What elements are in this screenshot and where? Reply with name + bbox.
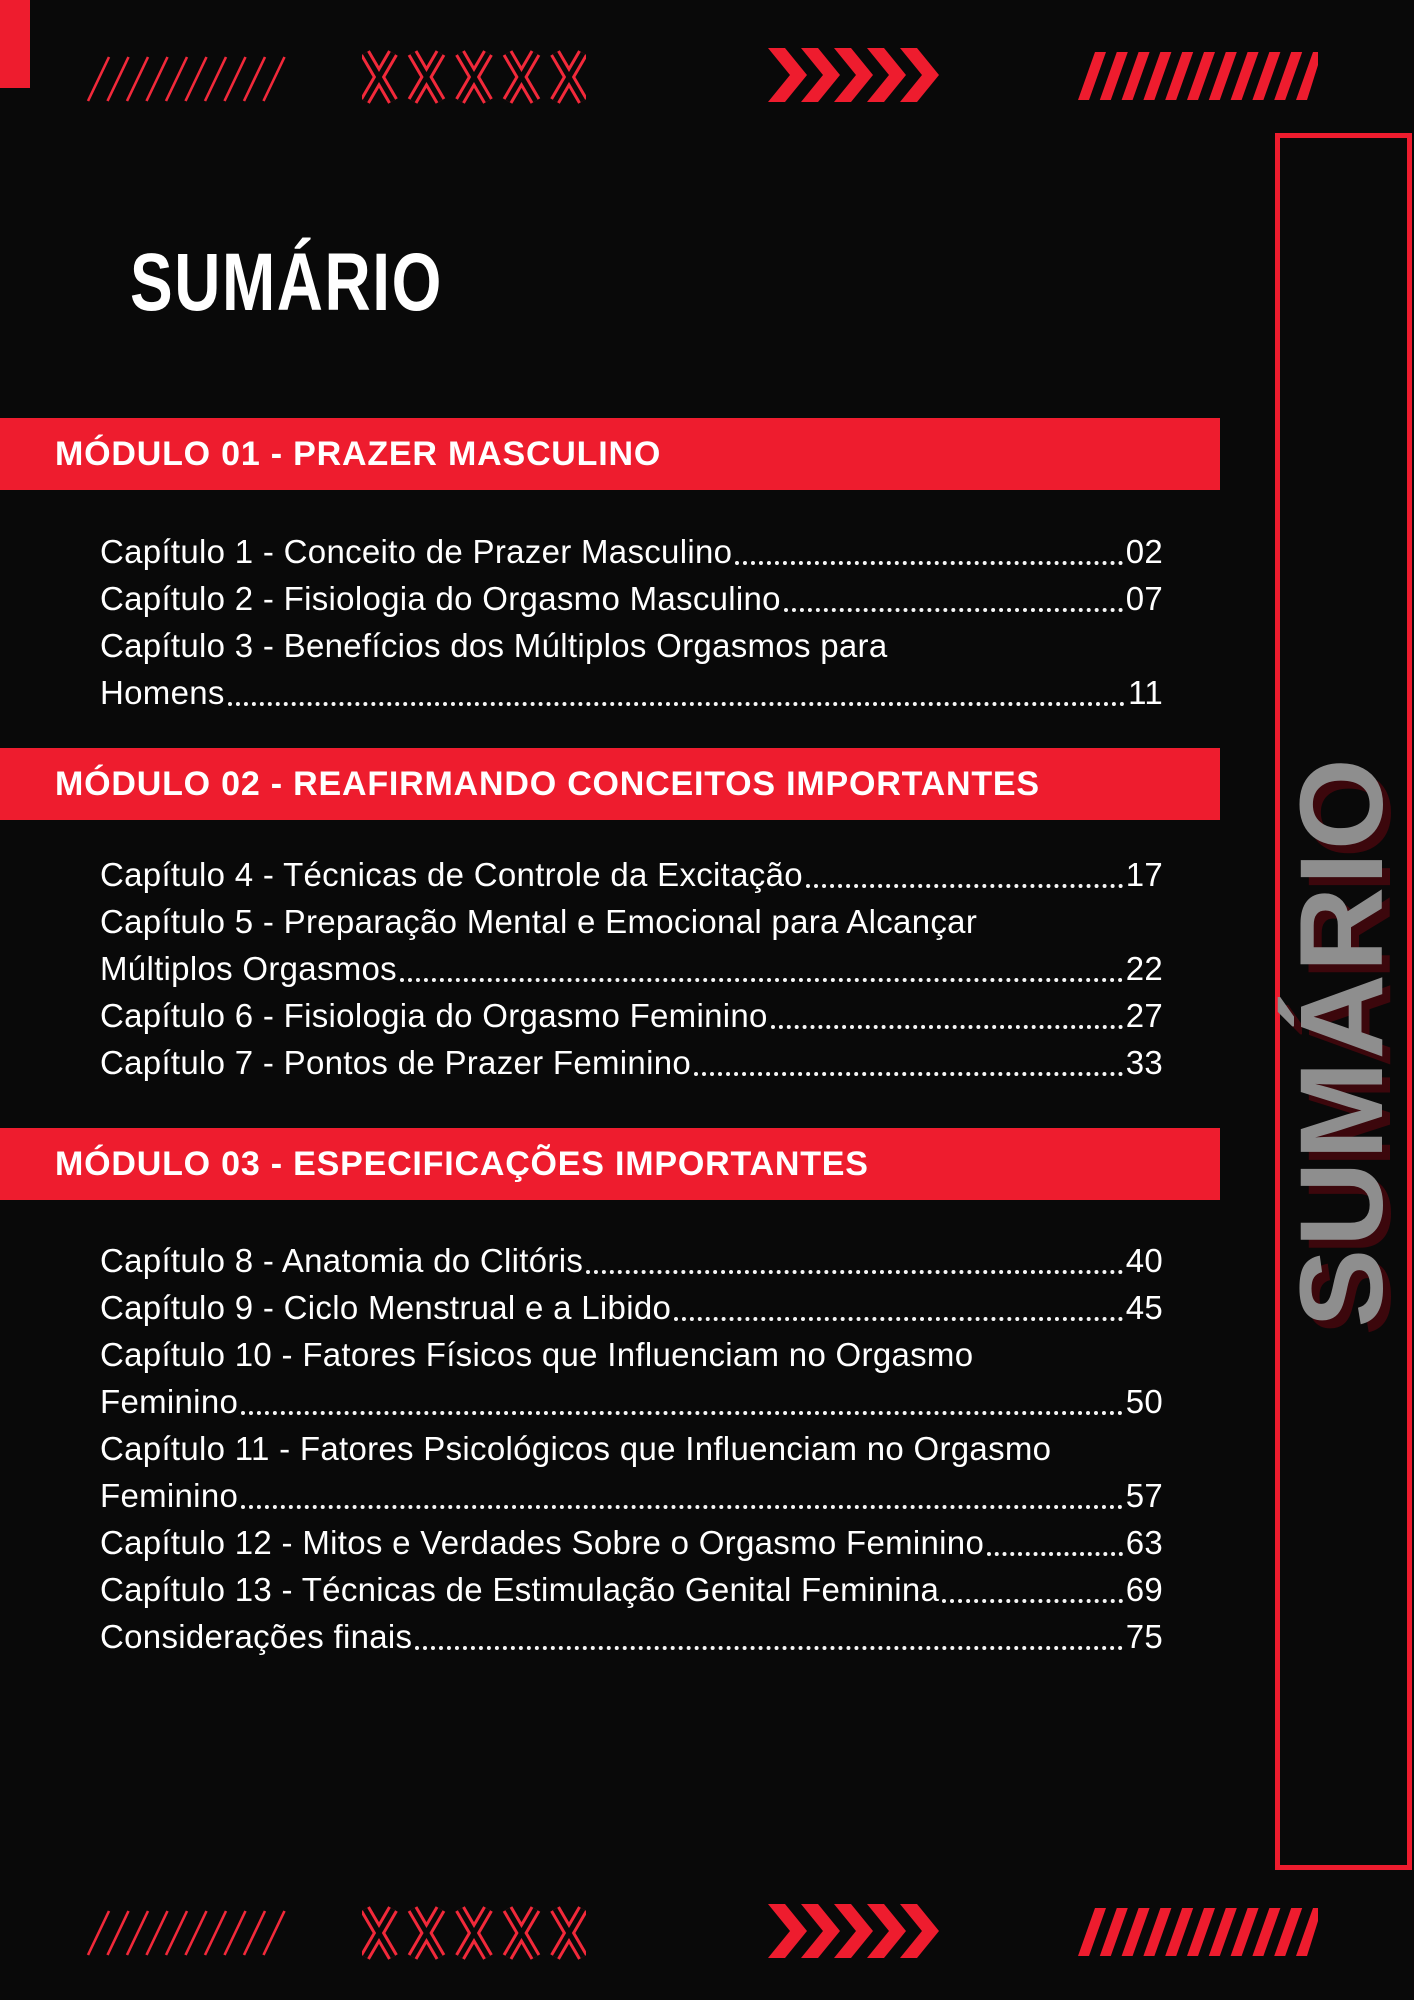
toc-entry-text: Capítulo 5 - Preparação Mental e Emocional para Alcançar <box>100 903 978 940</box>
page-title: SUMÁRIO <box>130 237 443 328</box>
module-section-01 <box>0 418 1414 716</box>
diagonal-stripes-icon <box>1078 52 1318 100</box>
toc-entry-text: Homens <box>100 674 225 711</box>
module-header-bar <box>0 418 1220 490</box>
diagonal-slash-lines-icon <box>84 56 286 102</box>
toc-entry-text: Capítulo 7 - Pontos de Prazer Feminino <box>100 1044 692 1081</box>
module-toc-rows <box>100 528 1163 716</box>
toc-entry-text: Capítulo 1 - Conceito de Prazer Masculino <box>100 533 733 570</box>
dotted-leader <box>415 1613 1122 1650</box>
module-section-02 <box>0 748 1414 1086</box>
toc-entry-text: Capítulo 11 - Fatores Psicológicos que Influenciam no Orgasmo <box>100 1430 1052 1467</box>
toc-row <box>100 851 1163 898</box>
toc-entry-text: Capítulo 2 - Fisiologia do Orgasmo Masculino <box>100 580 781 617</box>
toc-row <box>100 1039 1163 1086</box>
chevron-arrows-icon <box>768 1904 940 1958</box>
toc-page-number: 50 <box>1125 1383 1163 1420</box>
toc-entry-text: Feminino <box>100 1477 239 1514</box>
toc-page-number: 02 <box>1125 533 1163 570</box>
dotted-leader <box>735 528 1122 565</box>
dotted-leader <box>771 992 1123 1029</box>
module-toc-rows <box>100 1237 1163 1660</box>
toc-row <box>100 575 1163 622</box>
toc-entry-text: Múltiplos Orgasmos <box>100 950 397 987</box>
toc-entry-text: Capítulo 10 - Fatores Físicos que Influenciam no Orgasmo <box>100 1336 974 1373</box>
outline-cross-marks-icon <box>362 1906 586 1960</box>
toc-page-number: 45 <box>1125 1289 1163 1326</box>
toc-row <box>100 528 1163 575</box>
toc-page-number: 75 <box>1125 1618 1163 1655</box>
red-corner-block <box>0 0 30 88</box>
toc-entry-text: Capítulo 12 - Mitos e Verdades Sobre o Orgasmo Feminino <box>100 1524 985 1561</box>
dotted-leader <box>674 1284 1123 1321</box>
outline-cross-marks-icon <box>362 50 586 104</box>
module-header-label: MÓDULO 02 - REAFIRMANDO CONCEITOS IMPORTANTES <box>55 765 1040 803</box>
toc-page-number: 40 <box>1125 1242 1163 1279</box>
dotted-leader <box>694 1039 1123 1076</box>
module-header-label: MÓDULO 03 - ESPECIFICAÇÕES IMPORTANTES <box>55 1145 869 1183</box>
toc-entry-text: Capítulo 4 - Técnicas de Controle da Excitação <box>100 856 803 893</box>
toc-row <box>100 992 1163 1039</box>
toc-entry-text: Capítulo 3 - Benefícios dos Múltiplos Orgasmos para <box>100 627 888 664</box>
module-header-label: MÓDULO 01 - PRAZER MASCULINO <box>55 435 662 473</box>
dotted-leader <box>784 575 1123 612</box>
module-section-03 <box>0 1128 1414 1660</box>
module-toc-rows <box>100 851 1163 1086</box>
toc-row <box>100 1613 1163 1660</box>
toc-page-number: 17 <box>1125 856 1163 893</box>
toc-page-number: 33 <box>1125 1044 1163 1081</box>
module-header-bar <box>0 1128 1220 1200</box>
toc-entry-text: Capítulo 6 - Fisiologia do Orgasmo Feminino <box>100 997 768 1034</box>
toc-entry-text: Feminino <box>100 1383 239 1420</box>
toc-row <box>100 945 1163 992</box>
toc-entry-text: Considerações finais <box>100 1618 413 1655</box>
toc-page-number: 69 <box>1125 1571 1163 1608</box>
toc-page-number: 63 <box>1125 1524 1163 1561</box>
toc-row <box>100 669 1163 716</box>
toc-row <box>100 1519 1163 1566</box>
dotted-leader <box>586 1237 1123 1274</box>
toc-row <box>100 1472 1163 1519</box>
toc-row <box>100 1566 1163 1613</box>
toc-page-number: 57 <box>1125 1477 1163 1514</box>
toc-page-number: 07 <box>1125 580 1163 617</box>
side-vertical-title: SUMÁRIO <box>1276 756 1408 1328</box>
toc-row <box>100 1425 1163 1472</box>
toc-entry-text: Capítulo 9 - Ciclo Menstrual e a Libido <box>100 1289 672 1326</box>
dotted-leader <box>987 1519 1123 1556</box>
toc-row <box>100 1331 1163 1378</box>
toc-row <box>100 898 1163 945</box>
chevron-arrows-icon <box>768 48 940 102</box>
diagonal-slash-lines-icon <box>84 1910 286 1956</box>
module-header-bar <box>0 748 1220 820</box>
dotted-leader <box>400 945 1123 982</box>
toc-page-number: 22 <box>1125 950 1163 987</box>
dotted-leader <box>228 669 1125 706</box>
toc-page-number: 11 <box>1128 674 1163 711</box>
toc-row <box>100 1284 1163 1331</box>
toc-row <box>100 1378 1163 1425</box>
toc-entry-text: Capítulo 13 - Técnicas de Estimulação Genital Feminina <box>100 1571 940 1608</box>
toc-page-number: 27 <box>1125 997 1163 1034</box>
diagonal-stripes-icon <box>1078 1908 1318 1956</box>
dotted-leader <box>942 1566 1123 1603</box>
toc-entry-text: Capítulo 8 - Anatomia do Clitóris <box>100 1242 584 1279</box>
dotted-leader <box>806 851 1123 888</box>
toc-row <box>100 622 1163 669</box>
dotted-leader <box>241 1472 1123 1509</box>
toc-row <box>100 1237 1163 1284</box>
dotted-leader <box>241 1378 1123 1415</box>
